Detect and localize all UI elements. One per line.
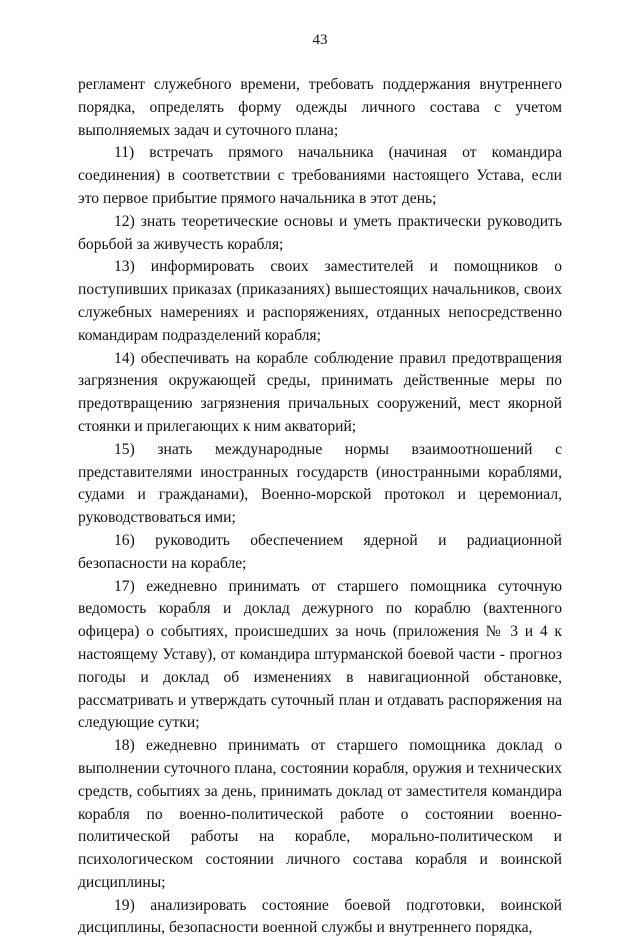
paragraph-item-18: 18) ежедневно принимать от старшего помощника доклад о выполнении суточного плана, состоянии корабля, оружия и технических средств, событиях за день, принимать доклад от заместителя командира корабля по военно-политической работе о состоянии военно-политической работы на корабле, морально-политическом и психологическом состоянии личного состава корабля и воинской дисциплины; bbox=[78, 737, 562, 891]
document-body bbox=[78, 74, 562, 940]
paragraph-item-12: 12) знать теоретические основы и уметь практически руководить борьбой за живучесть корабля; bbox=[78, 212, 562, 253]
paragraph-item-15: 15) знать международные нормы взаимоотношений с представителями иностранных государств (иностранными кораблями, судами и гражданами), Военно-морской протокол и церемониал, руководствоваться ими; bbox=[78, 440, 562, 527]
paragraph-item-17: 17) ежедневно принимать от старшего помощника суточную ведомость корабля и доклад дежурного по кораблю (вахтенного офицера) о событиях, происшедших за ночь (приложения № 3 и 4 к настоящему Уставу), от командира штурманской боевой части - прогноз погоды и доклад об изменениях в навигационной обстановке, рассматривать и утверждать суточный план и отдавать распоряжения на следующие сутки; bbox=[78, 577, 562, 732]
paragraph-continuation: регламент служебного времени, требовать поддержания внутреннего порядка, определять форму одежды личного состава с учетом выполняемых задач и суточного плана; bbox=[78, 76, 562, 139]
paragraph-item-11: 11) встречать прямого начальника (начиная от командира соединения) в соответствии с требованиями настоящего Устава, если это первое прибытие прямого начальника в этот день; bbox=[78, 144, 562, 207]
paragraph-item-16: 16) руководить обеспечением ядерной и радиационной безопасности на корабле; bbox=[78, 531, 562, 572]
page-number: 43 bbox=[312, 32, 328, 48]
paragraph-item-14: 14) обеспечивать на корабле соблюдение правил предотвращения загрязнения окружающей среды, принимать действенные меры по предотвращению загрязнения причальных сооружений, мест якорной стоянки и прилегающих к ним акваторий; bbox=[78, 349, 562, 435]
paragraph-item-13: 13) информировать своих заместителей и помощников о поступивших приказах (приказаниях) вышестоящих начальников, своих служебных намерениях и распоряжениях, отданных непосредственно командирам подразделений корабля; bbox=[78, 258, 562, 344]
paragraph-item-19: 19) анализировать состояние боевой подготовки, воинской дисциплины, безопасности военной службы и внутреннего порядка, bbox=[78, 896, 562, 937]
